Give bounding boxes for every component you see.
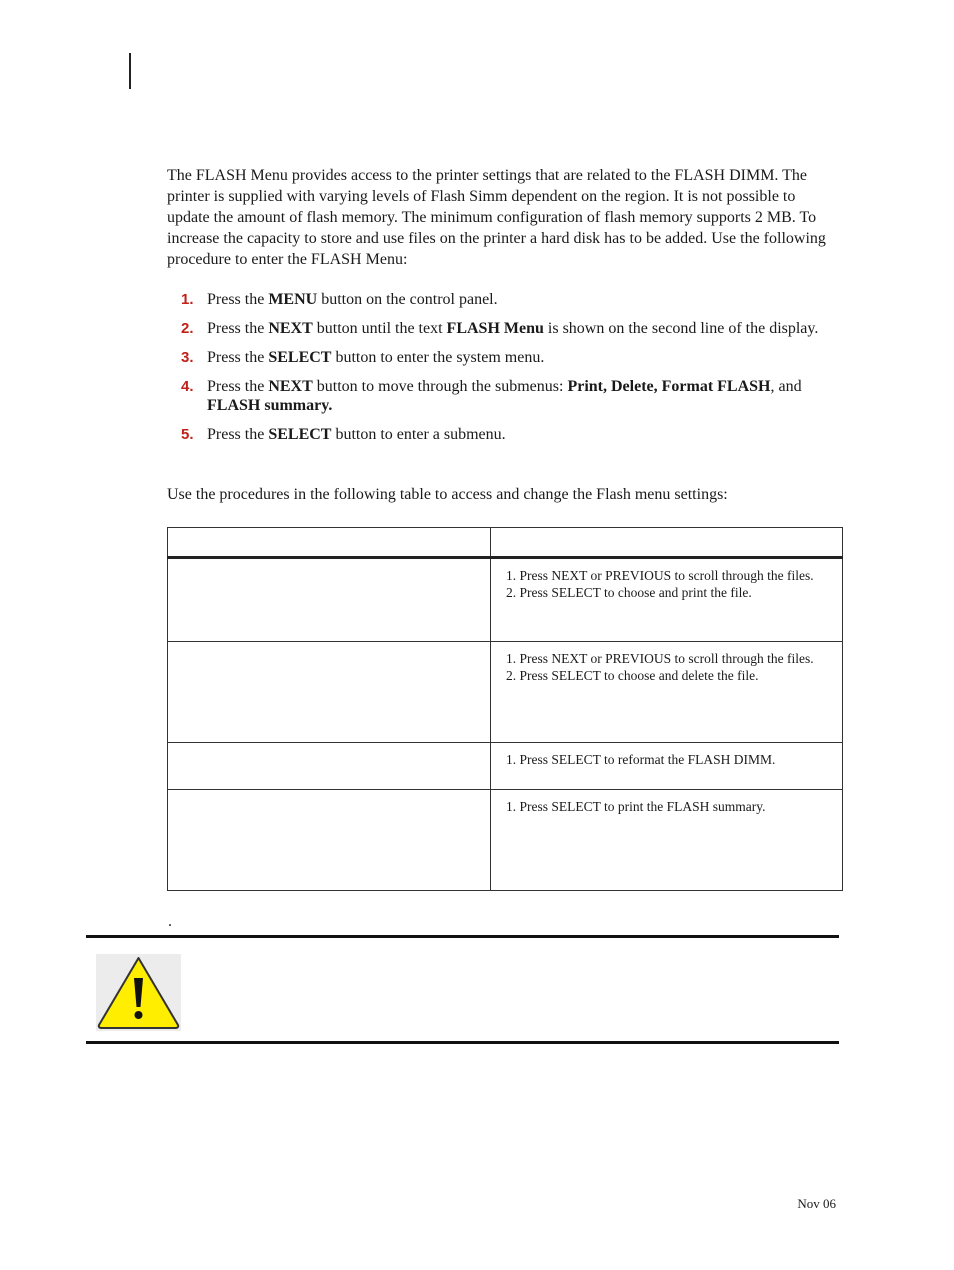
- table-row: [168, 558, 843, 642]
- procedure-steps: [167, 290, 847, 454]
- procedure-line: 1. Press SELECT to reformat the FLASH DIMM.: [506, 752, 776, 767]
- step-keyword: FLASH Menu: [446, 320, 544, 337]
- table-cell-setting: [168, 642, 491, 743]
- caution-triangle-icon: [96, 954, 181, 1031]
- table-cell-setting: [168, 790, 491, 891]
- procedure-line: 1. Press NEXT or PREVIOUS to scroll through the files.: [506, 568, 814, 583]
- table-header-setting: [168, 528, 491, 558]
- step-item: 3. Press the SELECT button to enter the system menu.: [181, 349, 545, 366]
- step-item: 4. Press the NEXT button to move through the submenus: Print, Delete, Format FLASH, and FLASH summary.: [181, 378, 802, 414]
- procedure-line: 2. Press SELECT to choose and delete the file.: [506, 668, 759, 683]
- procedure-line: 1. Press NEXT or PREVIOUS to scroll through the files.: [506, 651, 814, 666]
- table-cell-setting: [168, 743, 491, 790]
- procedure-line: 1. Press SELECT to print the FLASH summary.: [506, 799, 766, 814]
- table-header-procedure: [491, 528, 843, 558]
- step-keyword: SELECT: [268, 349, 332, 366]
- table-row: [168, 642, 843, 743]
- flash-menu-table: [167, 527, 843, 891]
- table-cell-procedure: [491, 642, 843, 743]
- step-keyword: SELECT: [268, 426, 332, 443]
- step-keyword: NEXT: [268, 320, 313, 337]
- table-cell-procedure: [491, 558, 843, 642]
- table-cell-setting: [168, 558, 491, 642]
- step-number: 2.: [181, 320, 194, 337]
- step-number: 4.: [181, 378, 194, 395]
- caution-rule-top: [86, 935, 839, 938]
- intro-paragraph: The FLASH Menu provides access to the printer settings that are related to the FLASH DIMM. The printer is supplied with varying levels of Flash Simm dependent on the region. It is not possible to update the amount of flash memory. The minimum configuration of flash memory supports 2 MB. To increase the capacity to store and use files on the printer a hard disk has to be added. Use the following procedure to enter the FLASH Menu:: [167, 167, 826, 268]
- procedure-line: 2. Press SELECT to choose and print the file.: [506, 585, 752, 600]
- table-cell-procedure: [491, 790, 843, 891]
- table-header-row: [168, 528, 843, 558]
- step-item: 5. Press the SELECT button to enter a submenu.: [181, 426, 506, 443]
- caution-rule-bottom: [86, 1041, 839, 1044]
- margin-change-bar: [129, 53, 131, 89]
- table-row: [168, 790, 843, 891]
- step-number: 5.: [181, 426, 194, 443]
- table-row: [168, 743, 843, 790]
- page-footer-date: Nov 06: [797, 1196, 836, 1211]
- table-cell-procedure: [491, 743, 843, 790]
- step-number: 3.: [181, 349, 194, 366]
- step-item: 2. Press the NEXT button until the text FLASH Menu is shown on the second line of the display.: [181, 320, 819, 337]
- step-item: 1. Press the MENU button on the control panel.: [181, 291, 498, 308]
- stray-period: .: [168, 913, 172, 930]
- step-keyword: Print, Delete, Format FLASH: [567, 378, 771, 395]
- step-keyword: NEXT: [268, 378, 313, 395]
- table-lead-text: Use the procedures in the following table to access and change the Flash menu settings:: [167, 486, 728, 503]
- step-keyword: FLASH summary.: [207, 397, 333, 414]
- step-keyword: MENU: [268, 291, 318, 308]
- step-number: 1.: [181, 291, 194, 308]
